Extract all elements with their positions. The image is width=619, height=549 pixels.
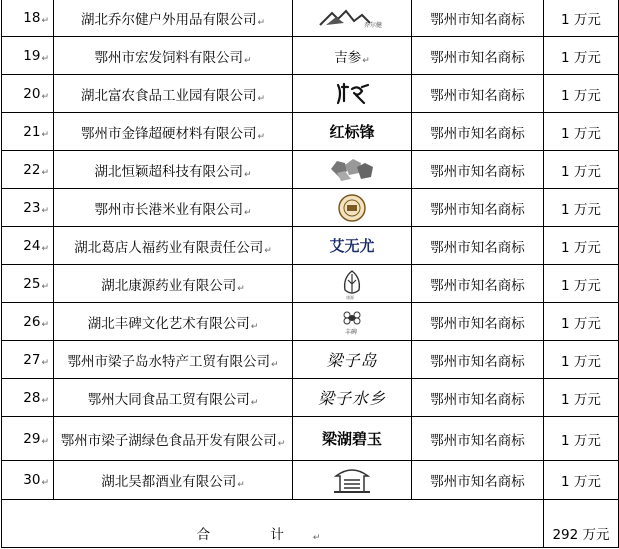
company-name-cell [54,265,293,303]
svg-text:丰碑: 丰碑 [345,328,358,336]
row-number [2,265,54,303]
mountain-brand-icon [318,10,386,29]
company-name-cell [54,227,293,265]
trademark-logo-text: 吉参 [334,49,362,66]
row-number [2,151,54,189]
gems-brand-icon [327,162,377,178]
paragraph-mark: ↵ [41,319,49,330]
award-category: 鄂州市知名商标 [430,125,525,142]
award-category-cell [412,417,544,461]
paragraph-mark: ↵ [257,93,266,104]
paragraph-mark: ↵ [257,17,266,28]
table-row [2,303,619,341]
company-name-cell [54,417,293,461]
award-category-cell [412,379,544,417]
company-name: 湖北康源药业有限公司 [101,277,237,294]
paragraph-mark: ↵ [41,15,49,26]
award-category-cell [412,113,544,151]
award-category-cell [412,75,544,113]
trademark-logo-cell [293,151,412,189]
award-category: 鄂州市知名商标 [430,49,525,66]
award-amount: 1 万元 [561,239,601,256]
award-category-cell [412,227,544,265]
paragraph-mark: ↵ [41,91,49,102]
row-number-text: 24 [23,237,41,254]
company-name-cell [54,37,293,75]
row-number [2,461,54,500]
row-number-text: 27 [23,351,41,368]
paragraph-mark: ↵ [41,395,49,406]
paragraph-mark: ↵ [237,283,245,294]
trademark-logo-text: 梁子水乡 [317,389,386,408]
award-amount: 1 万元 [561,353,601,370]
paragraph-mark: ↵ [41,243,49,254]
total-amount: 292 万元 [552,527,610,543]
paragraph-mark: ↵ [362,55,370,66]
award-category: 鄂州市知名商标 [430,315,525,332]
paragraph-mark: ↵ [277,438,286,449]
row-number [2,417,54,461]
trademark-logo-text: 梁湖碧玉 [321,430,382,448]
row-number [2,37,54,75]
table-row [2,75,619,113]
row-number-text: 19 [23,47,41,64]
trademark-logo-cell [293,189,412,227]
award-category: 鄂州市知名商标 [430,201,525,218]
table-row [2,379,619,417]
company-name-cell [54,151,293,189]
company-name-cell [54,341,293,379]
company-name-cell [54,113,293,151]
row-number-text: 29 [23,430,41,447]
trademark-logo-text: 艾无尤 [329,237,375,255]
company-name-cell [54,189,293,227]
leaf-emblem-icon [337,276,367,300]
award-amount: 1 万元 [561,125,601,142]
award-category-cell [412,341,544,379]
award-amount-cell [544,113,619,151]
award-category: 鄂州市知名商标 [430,239,525,256]
paragraph-mark: ↵ [250,397,259,408]
trademark-logo-cell [293,265,412,303]
company-name: 湖北乔尔健户外用品有限公司 [80,11,257,28]
total-row [2,500,619,548]
award-category: 鄂州市知名商标 [430,353,525,370]
award-amount: 1 万元 [561,391,601,408]
paragraph-mark: ↵ [41,478,49,488]
award-category: 鄂州市知名商标 [430,87,525,104]
paragraph-mark: ↵ [257,131,266,142]
award-amount: 1 万元 [561,87,601,104]
row-number-text: 25 [23,275,41,292]
row-number-text: 18 [23,9,41,26]
award-category-cell [412,37,544,75]
row-number [2,303,54,341]
paragraph-mark: ↵ [41,281,49,292]
trademark-logo-cell [293,379,412,417]
paragraph-mark: ↵ [41,53,49,64]
award-amount: 1 万元 [561,315,601,332]
paragraph-mark: ↵ [312,533,349,543]
round-seal-icon [337,200,367,216]
award-amount-cell [544,189,619,227]
award-amount: 1 万元 [561,163,601,180]
award-category: 鄂州市知名商标 [430,11,525,28]
award-category: 鄂州市知名商标 [430,432,525,449]
row-number-text: 28 [23,389,41,406]
total-amount-cell [544,500,619,548]
trademark-logo-cell [293,417,412,461]
paragraph-mark: ↵ [243,169,252,180]
row-number-text: 23 [23,199,41,216]
award-category: 鄂州市知名商标 [430,277,525,294]
award-category: 鄂州市知名商标 [430,391,525,408]
company-name: 湖北吴都酒业有限公司 [101,474,237,490]
row-number [2,227,54,265]
table-row [2,461,619,500]
award-amount-cell [544,341,619,379]
award-amount: 1 万元 [561,474,601,490]
award-category-cell [412,303,544,341]
calligraphy-brand-icon [332,86,372,102]
award-category-cell [412,189,544,227]
company-name: 鄂州市宏发饲料有限公司 [94,49,243,66]
svg-text:康源: 康源 [346,294,354,300]
company-name-cell [54,461,293,500]
flower-brand-icon [337,314,367,336]
row-number-text: 22 [23,161,41,178]
row-number [2,0,54,37]
award-amount-cell [544,379,619,417]
table-body [2,0,619,548]
paragraph-mark: ↵ [41,167,49,178]
row-number [2,379,54,417]
award-amount-cell [544,303,619,341]
row-number [2,341,54,379]
paragraph-mark: ↵ [237,480,245,490]
table-row [2,0,619,37]
award-amount: 1 万元 [561,277,601,294]
trademark-logo-cell [293,341,412,379]
company-name: 湖北富农食品工业园有限公司 [80,87,257,104]
row-number-text: 30 [23,472,41,488]
table-row [2,151,619,189]
paragraph-mark: ↵ [41,205,49,216]
trademark-logo-cell [293,0,412,37]
trademark-logo-cell [293,37,412,75]
company-name: 鄂州市梁子岛水特产工贸有限公司 [67,353,270,370]
trademark-logo-text: 红标锋 [329,123,375,141]
company-name-cell [54,75,293,113]
company-name: 鄂州市长港米业有限公司 [94,201,243,218]
company-name: 鄂州市金锋超硬材料有限公司 [80,125,257,142]
company-name: 鄂州市梁子湖绿色食品开发有限公司 [60,432,277,449]
award-amount-cell [544,265,619,303]
award-amount: 1 万元 [561,201,601,218]
award-category: 鄂州市知名商标 [430,163,525,180]
award-amount: 1 万元 [561,11,601,28]
award-amount-cell [544,417,619,461]
table-row [2,227,619,265]
award-category-cell [412,461,544,500]
company-name-cell [54,379,293,417]
trademark-logo-text: 梁子岛 [326,351,378,370]
company-name: 湖北丰碑文化艺术有限公司 [87,315,250,332]
company-name: 鄂州大同食品工贸有限公司 [87,391,250,408]
svg-text:乔尔健: 乔尔健 [364,21,383,29]
pavilion-brand-icon [330,472,374,488]
company-name: 湖北恒颖超科技有限公司 [94,163,243,180]
table-row [2,37,619,75]
trademark-logo-cell [293,461,412,500]
company-name-cell [54,303,293,341]
award-amount-cell [544,227,619,265]
paragraph-mark: ↵ [270,359,279,370]
paragraph-mark: ↵ [41,436,49,447]
total-label-cell [2,500,544,548]
table-row [2,113,619,151]
table-row [2,265,619,303]
paragraph-mark: ↵ [243,55,252,66]
row-number-text: 21 [23,123,41,140]
row-number [2,75,54,113]
company-name-cell [54,0,293,37]
total-label: 合 计 [196,527,312,543]
award-category-cell [412,151,544,189]
paragraph-mark: ↵ [250,321,259,332]
row-number [2,113,54,151]
paragraph-mark: ↵ [41,129,49,140]
trademark-logo-cell [293,113,412,151]
award-amount-cell [544,0,619,37]
award-amount-cell [544,37,619,75]
company-name: 湖北葛店人福药业有限责任公司 [74,239,264,256]
trademark-logo-cell [293,227,412,265]
award-category-cell [412,0,544,37]
award-amount-cell [544,75,619,113]
award-category: 鄂州市知名商标 [430,474,525,490]
award-category-cell [412,265,544,303]
row-number-text: 20 [23,85,41,102]
paragraph-mark: ↵ [41,357,49,368]
award-amount-cell [544,461,619,500]
row-number [2,189,54,227]
trademark-logo-cell [293,75,412,113]
table-row [2,417,619,461]
trademark-logo-cell [293,303,412,341]
row-number-text: 26 [23,313,41,330]
table-row [2,341,619,379]
award-amount: 1 万元 [561,432,601,449]
trademark-award-table [1,0,619,548]
award-amount-cell [544,151,619,189]
table-row [2,189,619,227]
award-amount: 1 万元 [561,49,601,66]
paragraph-mark: ↵ [264,245,272,256]
paragraph-mark: ↵ [243,207,252,218]
